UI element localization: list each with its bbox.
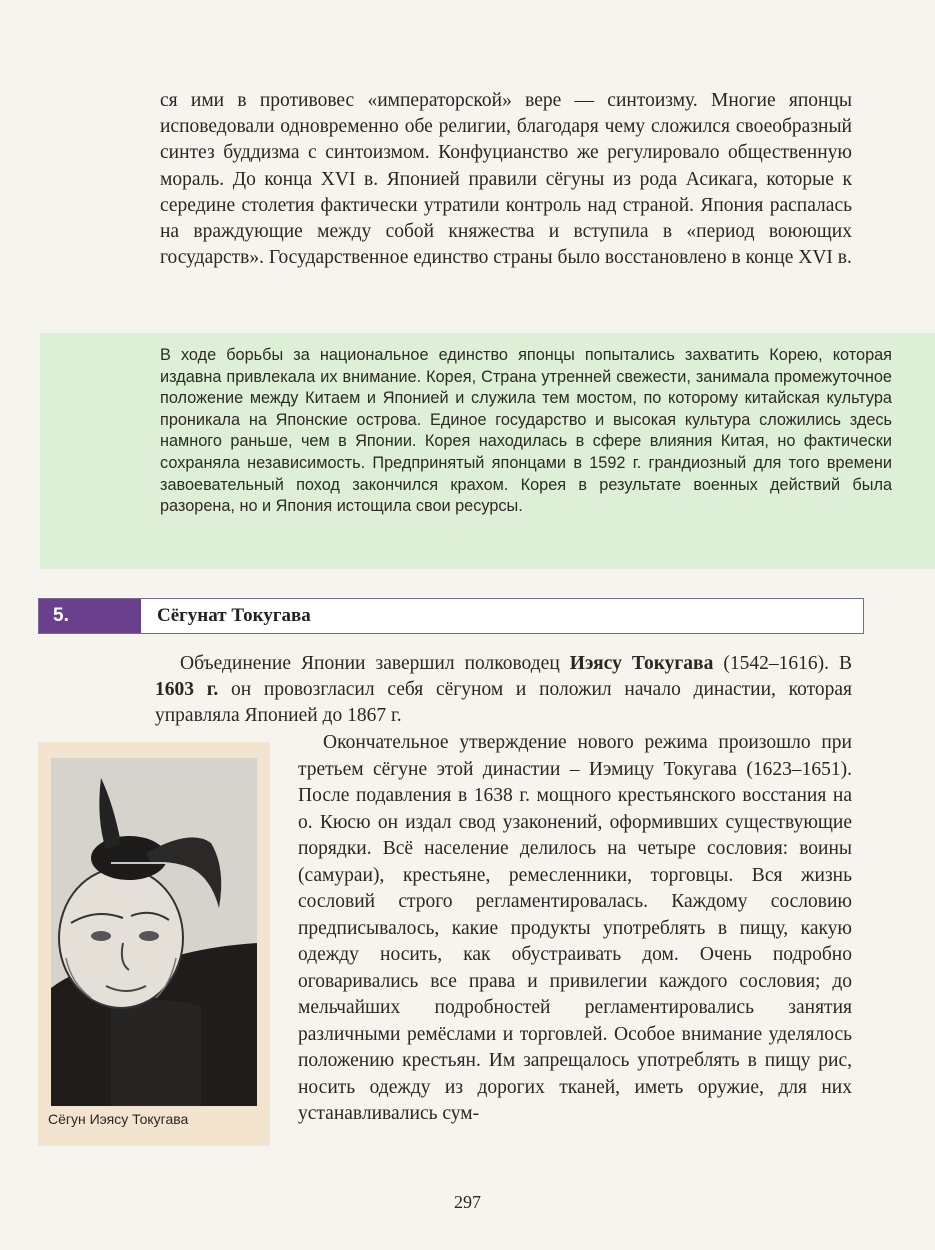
lead-text <box>155 651 852 730</box>
lead-name-bold: Иэясу Токугава <box>569 653 714 674</box>
body-text <box>298 730 852 1128</box>
lead-year-bold: 1603 г. <box>155 679 219 701</box>
page-number: 297 <box>454 1192 481 1212</box>
lead-part-3: он провозгласил себя сёгуном и положил начало династии, которая управляла Японией до 1867 г. <box>155 679 853 727</box>
lead-paragraph <box>155 651 852 730</box>
note-paragraph: В ходе борьбы за национальное единство японцы попытались захватить Корею, которая издавна привлекала их внимание. Корея, Страна утренней свежести, занимала промежуточное положение между Китаем и Японией и служила тем мостом, по которому китайская культура проникала на Японские острова. Единое государство и высокая культура сложились здесь намного раньше, чем в Японии. Корея находилась в сфере влияния Китая, но фактически сохраняла независимость. Предпринятый японцами в 1592 г. грандиозный для того времени завоевательный поход закончился крахом. Корея в результате военных действий была разорена, но и Япония истощила свои ресурсы. <box>160 346 892 516</box>
section-header <box>38 598 864 634</box>
section-number: 5. <box>39 599 141 633</box>
figure-panel <box>38 742 270 1146</box>
intro-paragraph: ся ими в противовес «императорской» вере — синтоизму. Многие японцы исповедовали одновременно обе религии, благодаря чему сложился своеобразный синтез буддизма с синтоизмом. Конфуцианство же регулировало общественную мораль. До конца XVI в. Японией правили сёгуны из рода Асикага, которые к середине столетия фактически утратили контроль над страной. Япония распалась на враждующие между собой княжества и вступила в «период воюющих государств». Государственное единство страны было восстановлено в конце XVI в. <box>160 90 852 269</box>
note-text <box>160 345 892 518</box>
note-box <box>40 333 935 569</box>
lead-part-1: Объединение Японии завершил полководец <box>180 653 570 674</box>
body-paragraph: Окончательное утверждение нового режима произошло при третьем сёгуне этой династии – Иэмицу Токугава (1623–1651). После подавления в 1638 г. мощного крестьянского восстания на о. Кюсю он издал свод узаконений, оформивших существующие порядки. Всё население делилось на четыре сословия: воины (самураи), крестьяне, ремесленники, торговцы. Вся жизнь сословий строго регламентировалась. Каждому сословию предписывалось, какие продукты употреблять в пищу, какую одежду носить, как обустраивать дом. Очень подробно оговаривались все права и привилегии каждого сословия; до мельчайших подробностей регламентировались занятия различными ремёслами и торговлей. Особое внимание уделялось положению крестьян. Им запрещалось употреблять в пищу рис, носить одежду из дорогих тканей, иметь оружие, для них устанавливались сум- <box>298 732 852 1124</box>
lead-part-2: (1542–1616). В <box>713 653 852 674</box>
intro-text <box>160 88 852 271</box>
figure-caption: Сёгун Иэясу Токугава <box>48 1111 189 1127</box>
section-title: Сёгунат Токугава <box>157 605 311 626</box>
portrait-image <box>51 758 257 1106</box>
portrait-illustration <box>51 758 257 1106</box>
